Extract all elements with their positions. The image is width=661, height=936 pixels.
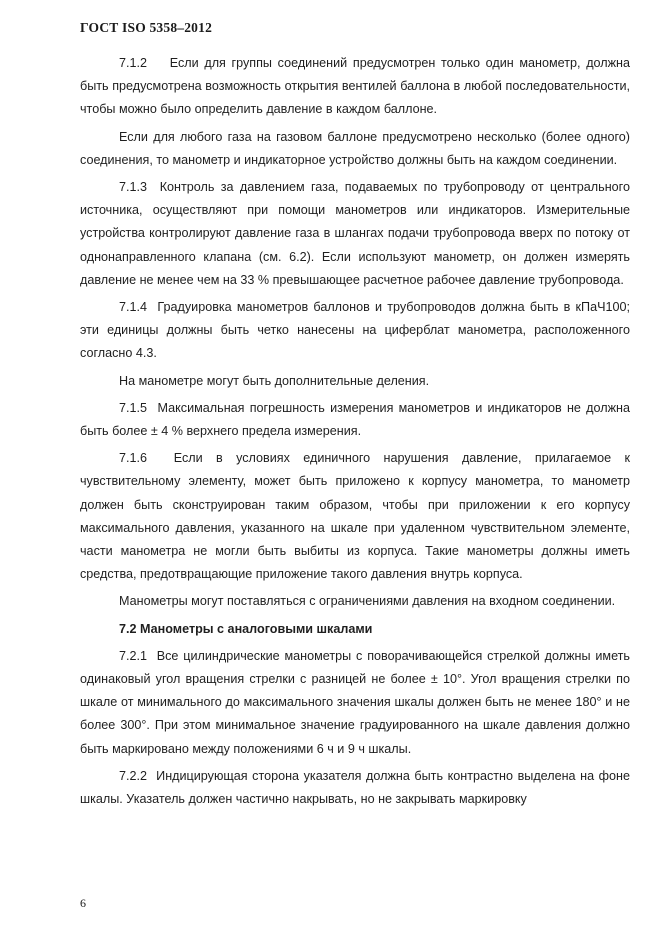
document-body <box>80 52 630 811</box>
standard-header: ГОСТ ISO 5358–2012 <box>80 20 213 35</box>
section-heading-7-2: 7.2 Манометры с аналоговыми шкалами <box>119 621 373 636</box>
paragraph-7-2-2: 7.2.2 Индицирующая сторона указателя должна быть контрастно выделена на фоне шкалы. Указатель должен частично накрывать, но не закрывать маркировку <box>80 768 630 807</box>
paragraph-7-1-5: 7.1.5 Максимальная погрешность измерения манометров и индикаторов не должна быть более ± 4 % верхнего предела измерения. <box>80 400 630 439</box>
paragraph-7-2-1: 7.2.1 Все цилиндрические манометры с поворачивающейся стрелкой должны иметь одинаковый угол вращения стрелки с разницей не более ± 10°. Угол вращения стрелки по шкале от минимального до максимального значения шкалы должен быть не менее 180° и не более 300°. При этом минимальное значение градуированного на шкале давления должно быть маркировано между положениями 6 ч и 9 ч шкалы. <box>80 648 630 756</box>
paragraph-7-1-6: 7.1.6 Если в условиях единичного нарушения давление, прилагаемое к чувствительному элементу, может быть приложено к корпусу манометра, то манометр должен быть сконструирован таким образом, чтобы при приложении к его корпусу максимального давления, указанного на шкале при удаленном чувствительном элементе, части манометра не могли быть выбиты из корпуса. Такие манометры должны иметь средства, предотвращающие приложение такого давления внутрь корпуса. <box>80 451 630 582</box>
paragraph-pressure-limits: Манометры могут поставляться с ограничениями давления на входном соединении. <box>119 594 616 609</box>
paragraph-gas-cylinder: Если для любого газа на газовом баллоне предусмотрено несколько (более одного) соединения, то манометр и индикаторное устройство должны быть на каждом соединении. <box>80 129 630 167</box>
paragraph-7-1-3: 7.1.3 Контроль за давлением газа, подаваемых по трубопроводу от центрального источника, осуществляют при помощи манометров или индикаторов. Измерительные устройства контролируют давление газа в шлангах подачи трубопровода вверх по потоку от однонаправленного клапана (см. 6.2). Если используют манометр, он должен измерять давление не менее чем на 33 % превышающее расчетное рабочее давление трубопровода. <box>80 180 630 287</box>
paragraph-7-1-4: 7.1.4 Градуировка манометров баллонов и трубопроводов должна быть в кПаЧ100; эти единицы должны быть четко нанесены на циферблат манометра, расположенного согласно 4.3. <box>80 300 630 361</box>
paragraph-7-1-2: 7.1.2 Если для группы соединений предусмотрен только один манометр, должна быть предусмотрена возможность открытия вентилей баллона в любой последовательности, чтобы можно было определить давление в каждом баллоне. <box>80 56 630 117</box>
paragraph-extra-divisions: На манометре могут быть дополнительные деления. <box>119 373 430 388</box>
page-number: 6 <box>80 896 86 910</box>
